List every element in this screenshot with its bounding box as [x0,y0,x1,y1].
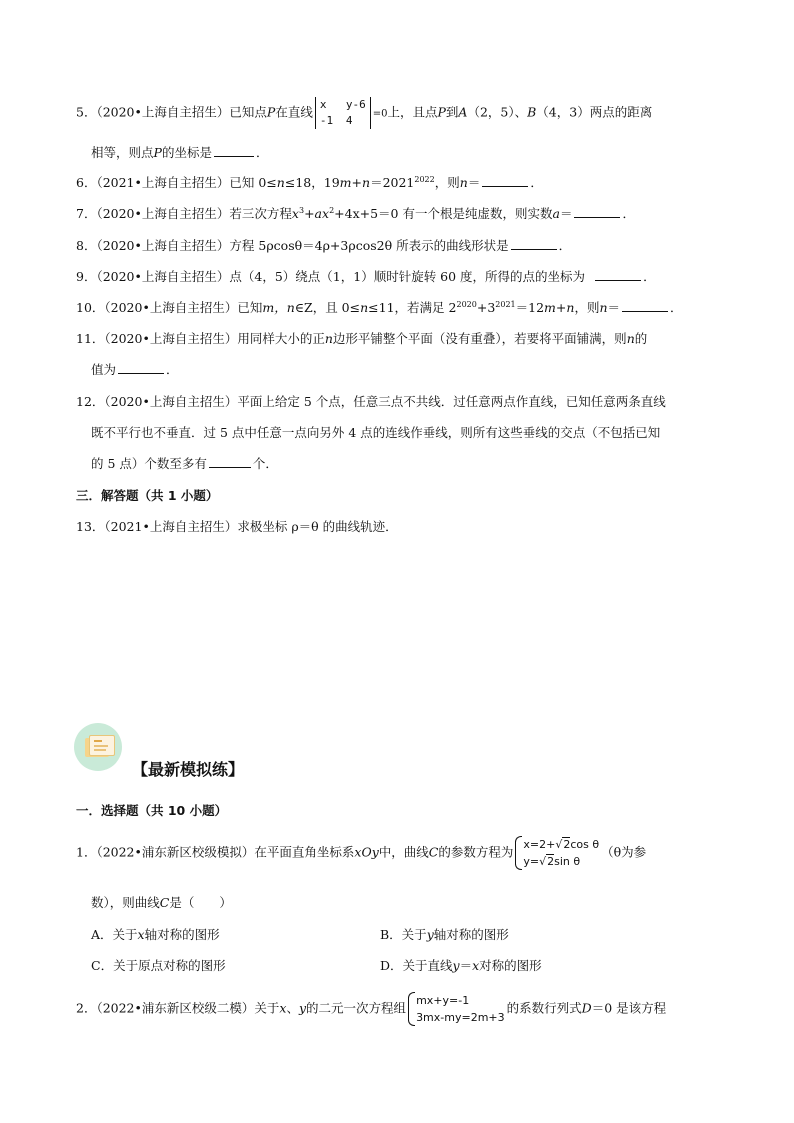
math-expr: + [351,175,362,190]
math-var: B [527,104,537,120]
det-cell: 4 [345,114,353,127]
math-var: n [362,175,371,190]
option-label: B．关于 [380,927,427,942]
answer-blank[interactable] [622,299,668,312]
eq-part: mx+y=-1 [416,994,470,1007]
math-var: y [452,958,460,973]
math-expr: ＝ [459,958,473,973]
answer-blank[interactable] [209,455,251,468]
question-text: 个． [252,456,278,471]
question-text: 相等，则点 [91,145,154,160]
question-source: （2021•上海自主招生） [96,175,230,190]
question-number: 6． [76,175,97,190]
math-expr: ＝12 [515,300,545,315]
option-c[interactable] [91,957,226,975]
math-var: n [324,331,333,346]
math-var: ax [314,206,330,221]
math-var: xOy [354,844,379,860]
math-expr: + [304,206,315,221]
question-text: 上，且点 [387,104,438,120]
question-source: （2020•上海自主招生） [96,104,230,120]
math-var: x [472,958,480,973]
math-var: a [552,206,560,221]
question-text: 若三次方程 [229,206,292,221]
question-number: 7． [76,206,97,221]
punct: ． [622,206,635,221]
math-var: P [153,145,162,160]
question-number: 1． [76,844,97,860]
question-text: 方程 5ρcosθ＝4ρ+3ρcos2θ 所表示的曲线形状是 [229,238,509,253]
exponent: 3 [298,205,305,215]
punct: ． [166,362,179,377]
question-text: ≤11，若满足 2 [368,300,457,315]
question-9 [76,268,656,286]
question-source: （2020•上海自主招生） [96,238,230,253]
math-var: m，n [262,300,295,315]
question-number: 11． [76,331,105,346]
question-text: 的 [634,331,648,346]
question-11-line-2 [91,361,179,379]
math-var: y [298,1000,307,1016]
answer-blank[interactable] [214,144,254,157]
math-var: m [339,175,352,190]
eq-part: y= [523,855,540,868]
eq-part: 2 [563,838,571,851]
question-source: （2022•浦东新区校级模拟） [96,844,255,860]
exponent: 2020 [456,299,477,309]
question-source: （2020•上海自主招生） [96,269,230,284]
question-text: 的参数方程为 [438,844,514,860]
question-text: ，则 [574,300,600,315]
option-b[interactable] [380,926,509,944]
math-var: P [266,104,276,120]
math-var: n [459,175,468,190]
question-text: 已知点 [229,104,267,120]
question-number: 5． [76,104,97,120]
math-var: n [276,175,285,190]
eq-part: 2 [547,855,555,868]
question-1-line-1 [76,836,646,870]
question-text: 求极坐标 ρ＝θ 的曲线轨迹． [237,519,398,534]
option-text: 对称的图形 [479,958,542,973]
question-source: （2022•浦东新区校级二模） [96,1000,255,1016]
question-text: （θ为参 [601,844,647,860]
det-cell: y-6 [345,98,366,111]
math-var: C [428,844,439,860]
math-var: C [159,895,170,910]
math-expr: ＝2021 [370,175,415,190]
question-12-line-2 [91,424,660,442]
question-text: 数），则曲线 [91,895,160,910]
question-source: （2020•上海自主招生） [104,331,238,346]
question-source: （2020•上海自主招生） [104,300,238,315]
question-text: 平面上给定 5 个点，任意三点不共线．过任意两点作直线，已知任意两条直线 [237,394,666,409]
question-13 [76,518,398,536]
eq-part: 3mx-my=2m+3 [416,1011,505,1024]
question-text: （4，3）两点的距离 [536,104,653,120]
question-5-line-2 [91,144,268,162]
question-text: 的 5 点）个数至多有 [91,456,207,471]
question-text: 是（ ） [169,895,232,910]
question-text: （2，5）、 [467,104,528,120]
answer-blank[interactable] [482,174,528,187]
question-text: ≤18，19 [284,175,340,190]
question-text: 既不平行也不垂直．过 5 点中任意一点向另外 4 点的连线作垂线，则所有这些垂线的交点（不包括已知 [91,425,661,440]
answer-blank[interactable] [511,237,557,250]
question-number: 9． [76,269,97,284]
eq-part: sin θ [554,855,581,868]
section-heading-answers [76,487,218,505]
question-text: ＝0 是该方程 [591,1000,667,1016]
exponent: 2 [329,205,335,215]
question-8 [76,237,571,255]
option-a[interactable] [91,926,220,944]
math-var: A [458,104,468,120]
punct: ． [643,269,656,284]
question-11-line-1 [76,330,647,348]
question-source: （2020•上海自主招生） [104,394,238,409]
question-text: 在平面直角坐标系 [254,844,355,860]
question-text: 的坐标是 [161,145,212,160]
question-text: ，则 [434,175,460,190]
option-text: 轴对称的图形 [144,927,220,942]
math-expr: ＝ [467,175,481,190]
section-heading-text: 一．选择题（共 10 小题） [76,803,228,818]
answer-blank[interactable] [574,205,620,218]
math-var: D [581,1000,592,1016]
math-expr: + [555,300,567,315]
question-6 [76,174,543,192]
section-title: 【最新模拟练】 [132,760,245,779]
question-2 [76,992,666,1026]
question-number: 12． [76,394,105,409]
math-var: n [626,331,635,346]
punct: ． [558,238,572,253]
question-text: 点（4，5）绕点（1，1）顺时针旋转 60 度，所得的点的坐标为 [229,269,586,284]
question-text: 已知 0≤ [229,175,277,190]
punct: 、 [286,1000,299,1016]
question-text: 用同样大小的正 [237,331,325,346]
answer-blank[interactable] [118,361,164,374]
math-expr: ＝ [559,206,573,221]
question-text: 的二元一次方程组 [306,1000,407,1016]
question-text: 中，曲线 [378,844,429,860]
question-12-line-3 [91,455,278,473]
question-text: 已知 [237,300,263,315]
math-var: P [437,104,446,120]
question-5-line-1 [76,97,652,129]
math-var: x [279,1000,287,1016]
eq-part: cos θ [570,838,600,851]
eq-part: x=2+ [523,838,556,851]
det-cell: x [319,98,327,111]
section-heading-text: 三．解答题（共 1 小题） [76,488,219,503]
punct: ． [255,145,269,160]
question-text: 在直线 [275,104,313,120]
question-text: ∈Z，且 0≤ [294,300,361,315]
exponent: 2021 [495,299,516,309]
question-number: 13． [76,519,105,534]
question-source: （2021•上海自主招生） [104,519,238,534]
math-var: n [360,300,369,315]
math-var: x [137,927,145,942]
question-1-line-2 [91,894,232,912]
math-var: y [426,927,434,942]
question-number: 8． [76,238,97,253]
option-text: 轴对称的图形 [433,927,509,942]
question-text: +4x+5＝0 有一个根是纯虚数，则实数 [334,206,553,221]
exponent: 2022 [414,174,435,184]
question-number: 10． [76,300,105,315]
section-heading-choice [76,802,227,820]
question-text: 值为 [91,362,117,377]
answer-blank[interactable] [595,268,641,281]
math-var: m [544,300,556,315]
determinant [315,97,371,129]
section-badge-icon [74,723,122,771]
math-expr: =0 [372,108,388,120]
question-text: 边形平铺整个平面（没有重叠），若要将平面铺满，则 [332,331,627,346]
equation-system [408,992,505,1026]
question-10 [76,299,683,317]
option-label: A．关于 [91,927,138,942]
math-var: x [291,206,299,221]
question-source: （2020•上海自主招生） [96,206,230,221]
math-var: n [566,300,575,315]
math-expr: ＝ [607,300,621,315]
option-label: D．关于直线 [380,958,453,973]
det-cell: -1 [319,114,334,127]
question-12-line-1 [76,393,666,411]
question-7 [76,205,635,223]
option-text: C．关于原点对称的图形 [91,958,226,973]
question-text: 的系数行列式 [506,1000,582,1016]
question-number: 2． [76,1000,97,1016]
math-var: n [599,300,608,315]
punct: ． [670,300,683,315]
option-d[interactable] [380,957,542,975]
question-text: 关于 [254,1000,280,1016]
question-text: 到 [445,104,459,120]
punct: ． [530,175,543,190]
parametric-system: x=2+√2cos θ y=√2sin θ [515,836,599,870]
math-expr: +3 [476,300,496,315]
